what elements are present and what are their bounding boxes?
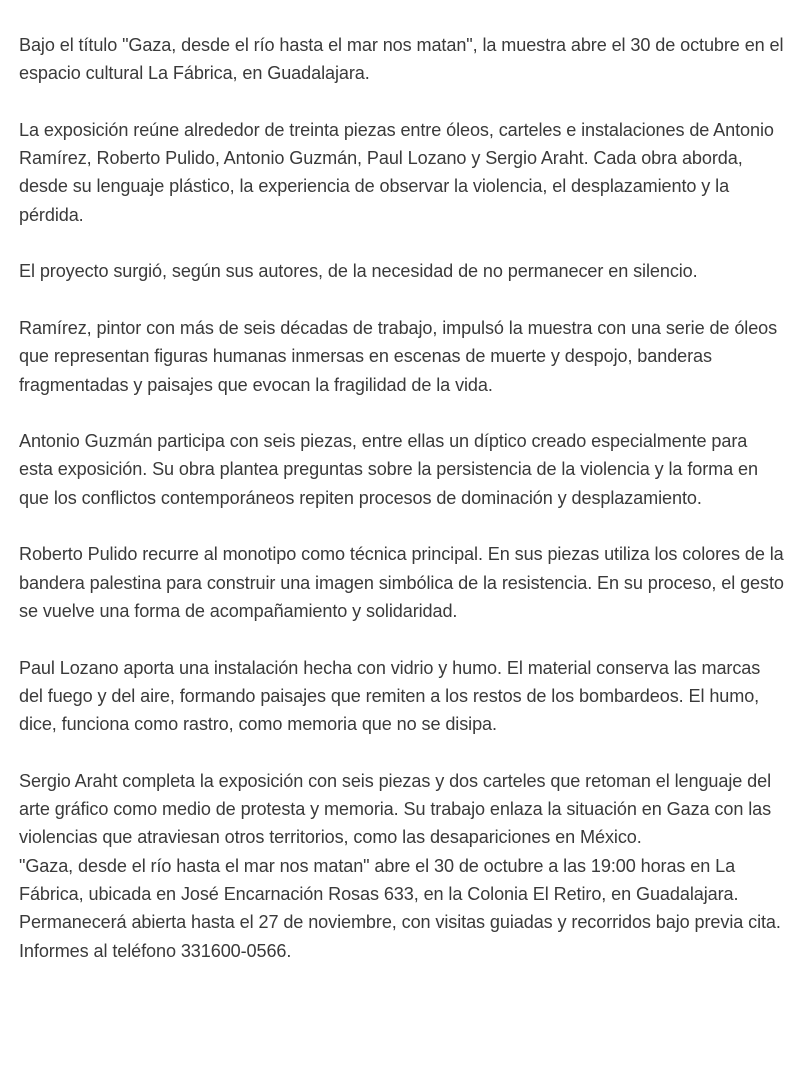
paragraph-intro: Bajo el título "Gaza, desde el río hasta el mar nos matan", la muestra abre el 30 de octubre en el espacio cultural La Fábrica, en Guadalajara. [19, 35, 784, 84]
article-body [19, 31, 785, 993]
paragraph-pulido: Roberto Pulido recurre al monotipo como técnica principal. En sus piezas utiliza los colores de la bandera palestina para construir una imagen simbólica de la resistencia. En su proceso, el gesto se vuelve una forma de acompañamiento y solidaridad. [19, 544, 784, 621]
paragraph-event-details: "Gaza, desde el río hasta el mar nos matan" abre el 30 de octubre a las 19:00 horas en La Fábrica, ubicada en José Encarnación Rosas 633, en la Colonia El Retiro, en Guadalajara. Permanecerá abierta hasta el 27 de noviembre, con visitas guiadas y recorridos bajo previa cita. Informes al teléfono 331600-0566. [19, 855, 781, 961]
paragraph-ramirez: Ramírez, pintor con más de seis décadas de trabajo, impulsó la muestra con una serie de óleos que representan figuras humanas inmersas en escenas de muerte y despojo, banderas fragmentadas y paisajes que evocan la fragilidad de la vida. [19, 317, 778, 395]
paragraph-origin: El proyecto surgió, según sus autores, de la necesidad de no permanecer en silencio. [19, 261, 698, 282]
paragraph-exhibition: La exposición reúne alrededor de treinta piezas entre óleos, carteles e instalaciones de Antonio Ramírez, Roberto Pulido, Antonio Guzmán, Paul Lozano y Sergio Araht. Cada obra aborda, desde su lenguaje plástico, la experiencia de observar la violencia, el desplazamiento y la pérdida. [19, 119, 774, 225]
paragraph-araht: Sergio Araht completa la exposición con seis piezas y dos carteles que retoman el lenguaje del arte gráfico como medio de protesta y memoria. Su trabajo enlaza la situación en Gaza con las violencias que atraviesan otros territorios, como las desapariciones en México. [19, 770, 772, 848]
paragraph-lozano: Paul Lozano aporta una instalación hecha con vidrio y humo. El material conserva las marcas del fuego y del aire, formando paisajes que remiten a los restos de los bombardeos. El humo, dice, funciona como rastro, como memoria que no se disipa. [19, 657, 761, 735]
paragraph-guzman: Antonio Guzmán participa con seis piezas, entre ellas un díptico creado especialmente para esta exposición. Su obra plantea preguntas sobre la persistencia de la violencia y la forma en que los conflictos contemporáneos repiten procesos de dominación y desplazamiento. [19, 431, 758, 508]
